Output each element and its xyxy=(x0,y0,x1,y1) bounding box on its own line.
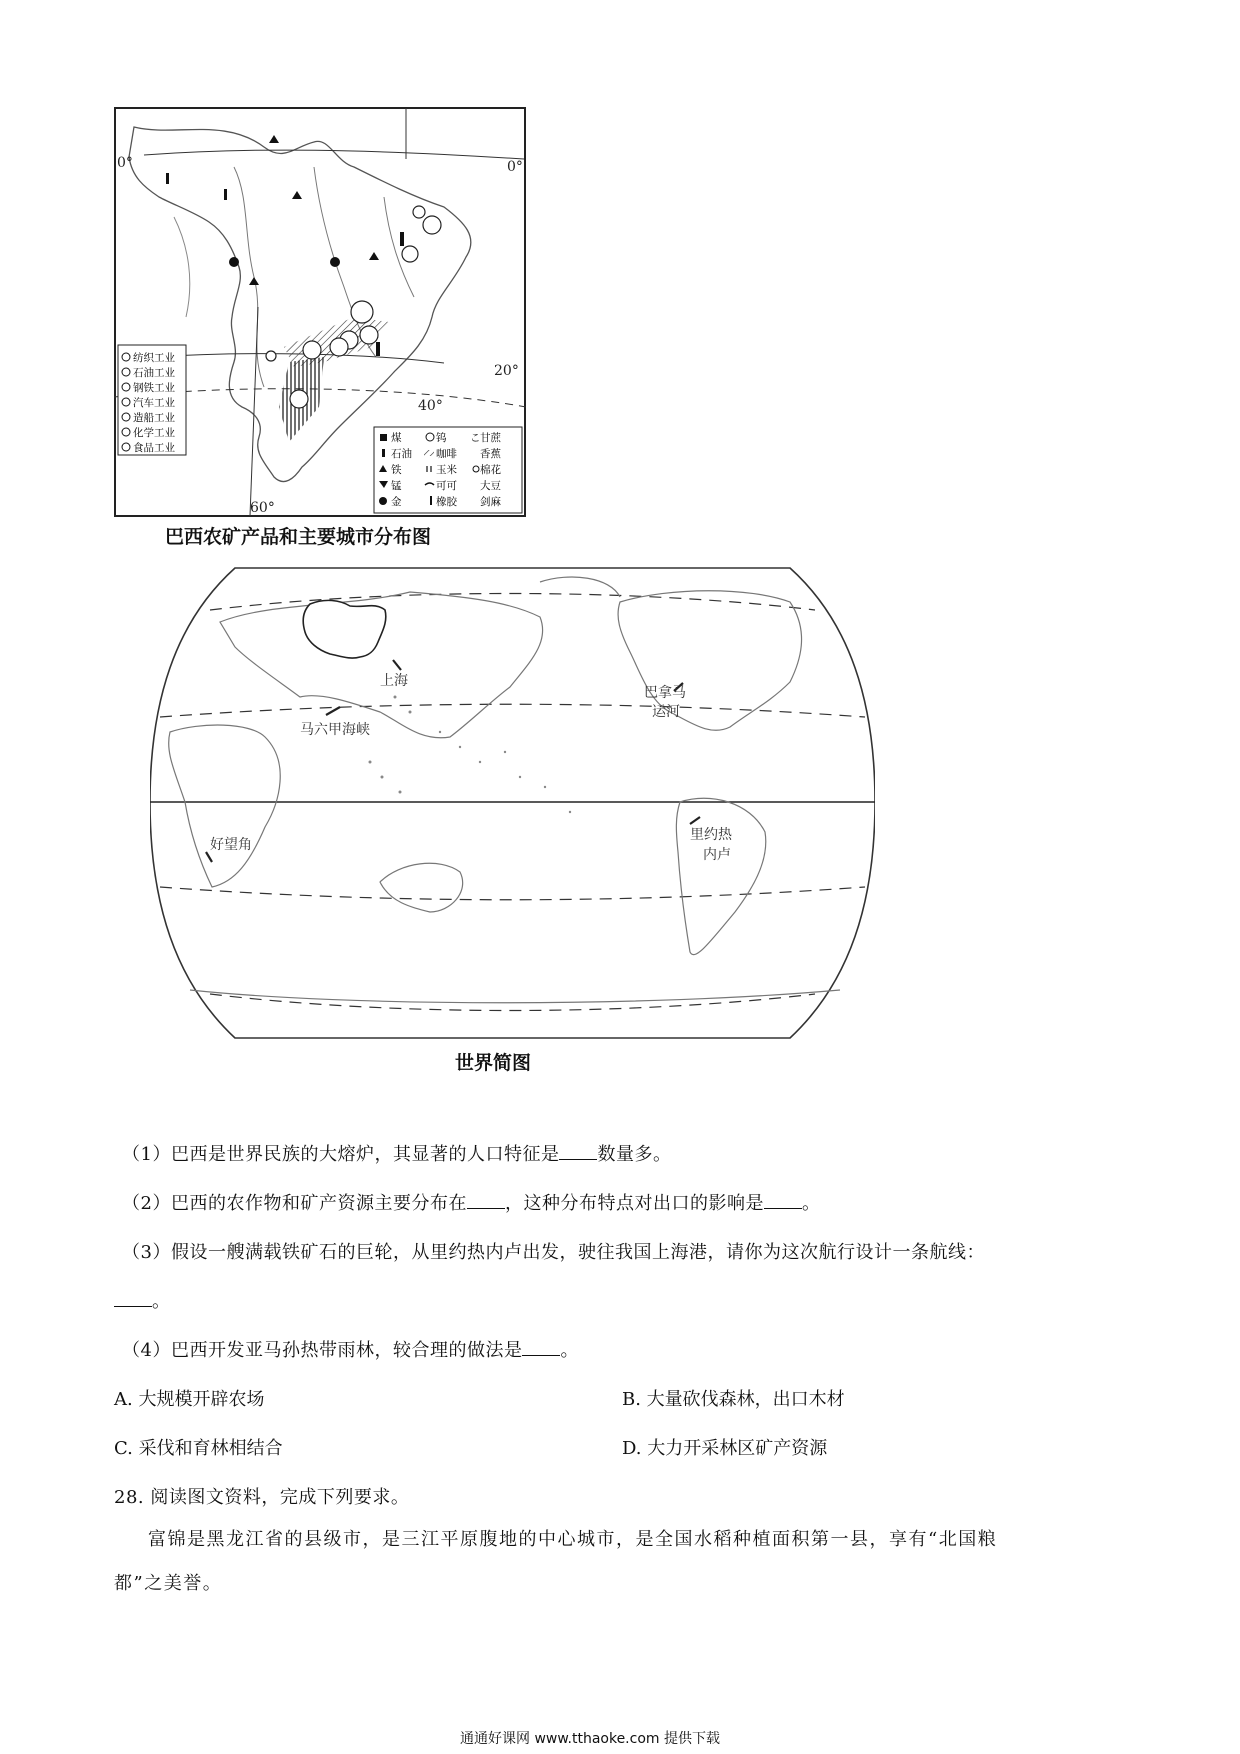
answer-blank[interactable] xyxy=(764,1192,802,1209)
question-1-text-b: 数量多。 xyxy=(597,1144,672,1165)
brazil-map xyxy=(114,107,526,517)
product-legend-item: 橡胶 xyxy=(436,496,457,508)
question-3-text-b: 。 xyxy=(152,1291,171,1312)
industry-legend-item: 食品工业 xyxy=(133,442,175,454)
answer-blank[interactable] xyxy=(559,1143,597,1160)
world-map-title: 世界简图 xyxy=(455,1052,532,1074)
paragraph-line-2: 都”之美誉。 xyxy=(114,1573,223,1594)
question-3 xyxy=(122,1238,985,1264)
paragraph-line-1: 富锦是黑龙江省的县级市，是三江平原腹地的中心城市，是全国水稻种植面积第一县，享有“北国粮 xyxy=(148,1529,998,1550)
product-legend-item: 石油 xyxy=(391,448,412,460)
product-legend-item: こ xyxy=(470,432,481,444)
product-legend-item: 铁 xyxy=(391,464,402,476)
lat-label: 20° xyxy=(494,363,519,379)
product-legend-item: 钨 xyxy=(436,432,447,444)
answer-blank[interactable] xyxy=(522,1339,560,1356)
question-4 xyxy=(122,1336,579,1362)
industry-legend-item: 钢铁工业 xyxy=(133,382,175,394)
product-legend-item: 玉米 xyxy=(436,464,457,476)
question-28-heading: 28. 阅读图文资料，完成下列要求。 xyxy=(114,1487,410,1508)
option-b[interactable]: B. 大量砍伐森林，出口木材 xyxy=(622,1389,845,1410)
answer-blank[interactable] xyxy=(467,1192,505,1209)
product-legend-item: 香蕉 xyxy=(480,448,501,460)
label-panama-2: 运河 xyxy=(652,704,680,720)
question-2 xyxy=(122,1189,820,1215)
product-legend-item: 甘蔗 xyxy=(480,432,501,444)
question-2-text-a: （2）巴西的农作物和矿产资源主要分布在 xyxy=(122,1193,467,1214)
world-map-figure xyxy=(150,562,875,1044)
product-legend-item: 咖啡 xyxy=(436,448,457,460)
label-cape: 好望角 xyxy=(210,837,252,853)
page-footer: 通通好课网 www.tthaoke.com 提供下载 xyxy=(460,1731,720,1747)
label-shanghai: 上海 xyxy=(380,673,408,689)
product-legend-item: 可可 xyxy=(436,480,457,492)
product-legend-item: 煤 xyxy=(391,432,402,444)
industry-legend-item: 石油工业 xyxy=(133,367,175,379)
brazil-map-figure xyxy=(114,107,526,517)
product-legend-item: 金 xyxy=(391,496,402,508)
label-panama-1: 巴拿马 xyxy=(644,685,686,701)
industry-legend-item: 汽车工业 xyxy=(133,397,175,409)
product-legend-item: 大豆 xyxy=(480,480,501,492)
question-4-text-b: 。 xyxy=(560,1340,579,1361)
lon-label: 60° xyxy=(250,500,275,516)
label-rio-2: 内卢 xyxy=(703,847,731,863)
question-4-text-a: （4）巴西开发亚马孙热带雨林，较合理的做法是 xyxy=(122,1340,523,1361)
industry-legend-item: 纺织工业 xyxy=(133,352,175,364)
lat-label: 0° xyxy=(117,155,133,171)
question-28-paragraph xyxy=(114,1518,1134,1606)
answer-blank[interactable] xyxy=(114,1290,152,1307)
product-legend-item: 棉花 xyxy=(480,464,501,476)
product-legend xyxy=(379,431,501,508)
question-2-text-b: ，这种分布特点对出口的影响是 xyxy=(504,1193,764,1214)
map-frame xyxy=(150,568,875,1038)
option-d[interactable]: D. 大力开采林区矿产资源 xyxy=(622,1438,828,1459)
question-1 xyxy=(122,1140,671,1166)
question-3-answer xyxy=(114,1287,171,1313)
product-legend-item: 剑麻 xyxy=(480,496,501,508)
label-rio-1: 里约热 xyxy=(690,827,732,843)
question-1-text-a: （1）巴西是世界民族的大熔炉，其显著的人口特征是 xyxy=(122,1144,560,1165)
brazil-map-title: 巴西农矿产品和主要城市分布图 xyxy=(165,526,432,548)
industry-legend-item: 造船工业 xyxy=(133,412,175,424)
question-3-text-a: （3）假设一艘满载铁矿石的巨轮，从里约热内卢出发，驶往我国上海港，请你为这次航行设计一条航线： xyxy=(122,1242,985,1263)
lon-label: 40° xyxy=(418,398,443,414)
question-2-text-c: 。 xyxy=(801,1193,821,1214)
option-a[interactable]: A. 大规模开辟农场 xyxy=(114,1389,265,1410)
label-malacca: 马六甲海峡 xyxy=(300,722,370,738)
option-c[interactable]: C. 采伐和育林相结合 xyxy=(114,1438,283,1459)
lat-label: 0° xyxy=(507,159,523,175)
product-legend-item: 锰 xyxy=(391,480,402,492)
world-map xyxy=(150,562,875,1044)
industry-legend-item: 化学工业 xyxy=(133,427,175,439)
